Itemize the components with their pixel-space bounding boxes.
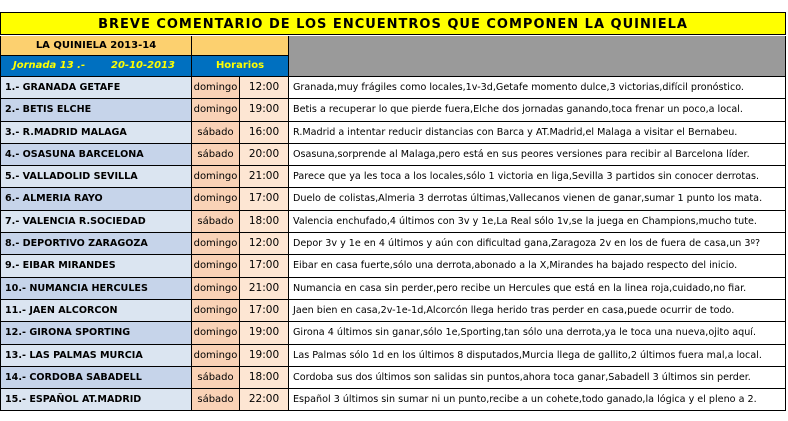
- match-time-cell: 12:00: [240, 233, 289, 255]
- match-day-cell: sábado: [192, 389, 240, 411]
- match-day-cell: domingo: [192, 278, 240, 300]
- match-comment-cell: Girona 4 últimos sin ganar,sólo 1e,Sporting,tan sólo una derrota,ya le toca una nueva,ojito aquí.: [289, 322, 786, 344]
- match-day-cell: domingo: [192, 300, 240, 322]
- match-comment-cell: Valencia enchufado,4 últimos con 3v y 1e,La Real sólo 1v,se la juega en Champions,mucho tute.: [289, 211, 786, 233]
- match-day-cell: domingo: [192, 255, 240, 277]
- match-day-cell: domingo: [192, 77, 240, 99]
- match-time-cell: 19:00: [240, 345, 289, 367]
- match-comment-cell: Eibar en casa fuerte,sólo una derrota,abonado a la X,Mirandes ha bajado respecto del inicio.: [289, 255, 786, 277]
- comment-header-band: [289, 36, 786, 77]
- match-time-cell: 19:00: [240, 99, 289, 121]
- match-name-cell: 1.- GRANADA GETAFE: [0, 77, 192, 99]
- match-name-cell: 3.- R.MADRID MALAGA: [0, 122, 192, 144]
- jornada-label: Jornada 13 .-: [13, 60, 86, 71]
- match-day-cell: domingo: [192, 99, 240, 121]
- match-name-cell: 8.- DEPORTIVO ZARAGOZA: [0, 233, 192, 255]
- match-time-cell: 19:00: [240, 322, 289, 344]
- match-comment-cell: Osasuna,sorprende al Malaga,pero está en sus peores versiones para recibir al Barcelona líder.: [289, 144, 786, 166]
- match-time-cell: 17:00: [240, 255, 289, 277]
- match-name-cell: 2.- BETIS ELCHE: [0, 99, 192, 121]
- jornada-date: 20-10-2013: [111, 60, 175, 71]
- match-comment-cell: Numancia en casa sin perder,pero recibe un Hercules que está en la linea roja,cuidado,no fiar.: [289, 278, 786, 300]
- jornada-header: [0, 56, 192, 77]
- match-day-cell: domingo: [192, 322, 240, 344]
- match-time-cell: 17:00: [240, 188, 289, 210]
- match-day-cell: domingo: [192, 345, 240, 367]
- match-name-cell: 11.- JAEN ALCORCON: [0, 300, 192, 322]
- match-time-cell: 17:00: [240, 300, 289, 322]
- match-comment-cell: R.Madrid a intentar reducir distancias con Barca y AT.Madrid,el Malaga a visitar el Bernabeu.: [289, 122, 786, 144]
- match-time-cell: 16:00: [240, 122, 289, 144]
- match-time-cell: 21:00: [240, 278, 289, 300]
- match-time-cell: 20:00: [240, 144, 289, 166]
- match-comment-cell: Granada,muy frágiles como locales,1v-3d,Getafe momento dulce,3 victorias,difícil pronóstico.: [289, 77, 786, 99]
- match-name-cell: 12.- GIRONA SPORTING: [0, 322, 192, 344]
- match-name-cell: 4.- OSASUNA BARCELONA: [0, 144, 192, 166]
- match-name-cell: 14.- CORDOBA SABADELL: [0, 367, 192, 389]
- match-name-cell: 9.- EIBAR MIRANDES: [0, 255, 192, 277]
- match-day-cell: sábado: [192, 211, 240, 233]
- league-label: LA QUINIELA 2013-14: [0, 36, 192, 56]
- match-comment-cell: Betis a recuperar lo que pierde fuera,Elche dos jornadas ganando,toca frenar un poco,a local.: [289, 99, 786, 121]
- match-comment-cell: Depor 3v y 1e en 4 últimos y aún con dificultad gana,Zaragoza 2v en los de fuera de casa,un 3º?: [289, 233, 786, 255]
- match-comment-cell: Cordoba sus dos últimos son salidas sin puntos,ahora toca ganar,Sabadell 3 últimos sin perder.: [289, 367, 786, 389]
- match-comment-cell: Jaen bien en casa,2v-1e-1d,Alcorcón llega herido tras perder en casa,puede ocurrir de todo.: [289, 300, 786, 322]
- match-comment-cell: Duelo de colistas,Almeria 3 derrotas últimas,Vallecanos vienen de ganar,sumar 1 punto los mata.: [289, 188, 786, 210]
- match-name-cell: 5.- VALLADOLID SEVILLA: [0, 166, 192, 188]
- match-comment-cell: Parece que ya les toca a los locales,sólo 1 victoria en liga,Sevilla 3 partidos sin conocer derrotas.: [289, 166, 786, 188]
- match-name-cell: 7.- VALENCIA R.SOCIEDAD: [0, 211, 192, 233]
- match-day-cell: domingo: [192, 166, 240, 188]
- match-name-cell: 15.- ESPAÑOL AT.MADRID: [0, 389, 192, 411]
- match-time-cell: 22:00: [240, 389, 289, 411]
- match-time-cell: 21:00: [240, 166, 289, 188]
- header-blank-cell: [192, 36, 289, 56]
- match-comment-cell: Español 3 últimos sin sumar ni un punto,recibe a un cohete,todo ganado,la lógica y el pleno a 2.: [289, 389, 786, 411]
- match-time-cell: 12:00: [240, 77, 289, 99]
- sheet-title: BREVE COMENTARIO DE LOS ENCUENTROS QUE COMPONEN LA QUINIELA: [0, 12, 786, 35]
- match-name-cell: 13.- LAS PALMAS MURCIA: [0, 345, 192, 367]
- match-day-cell: domingo: [192, 233, 240, 255]
- match-day-cell: sábado: [192, 144, 240, 166]
- match-time-cell: 18:00: [240, 211, 289, 233]
- horarios-header: Horarios: [192, 56, 289, 77]
- match-day-cell: sábado: [192, 367, 240, 389]
- match-comment-cell: Las Palmas sólo 1d en los últimos 8 disputados,Murcia llega de gallito,2 últimos fuera mal,a local.: [289, 345, 786, 367]
- match-day-cell: sábado: [192, 122, 240, 144]
- match-name-cell: 6.- ALMERIA RAYO: [0, 188, 192, 210]
- match-day-cell: domingo: [192, 188, 240, 210]
- match-time-cell: 18:00: [240, 367, 289, 389]
- match-name-cell: 10.- NUMANCIA HERCULES: [0, 278, 192, 300]
